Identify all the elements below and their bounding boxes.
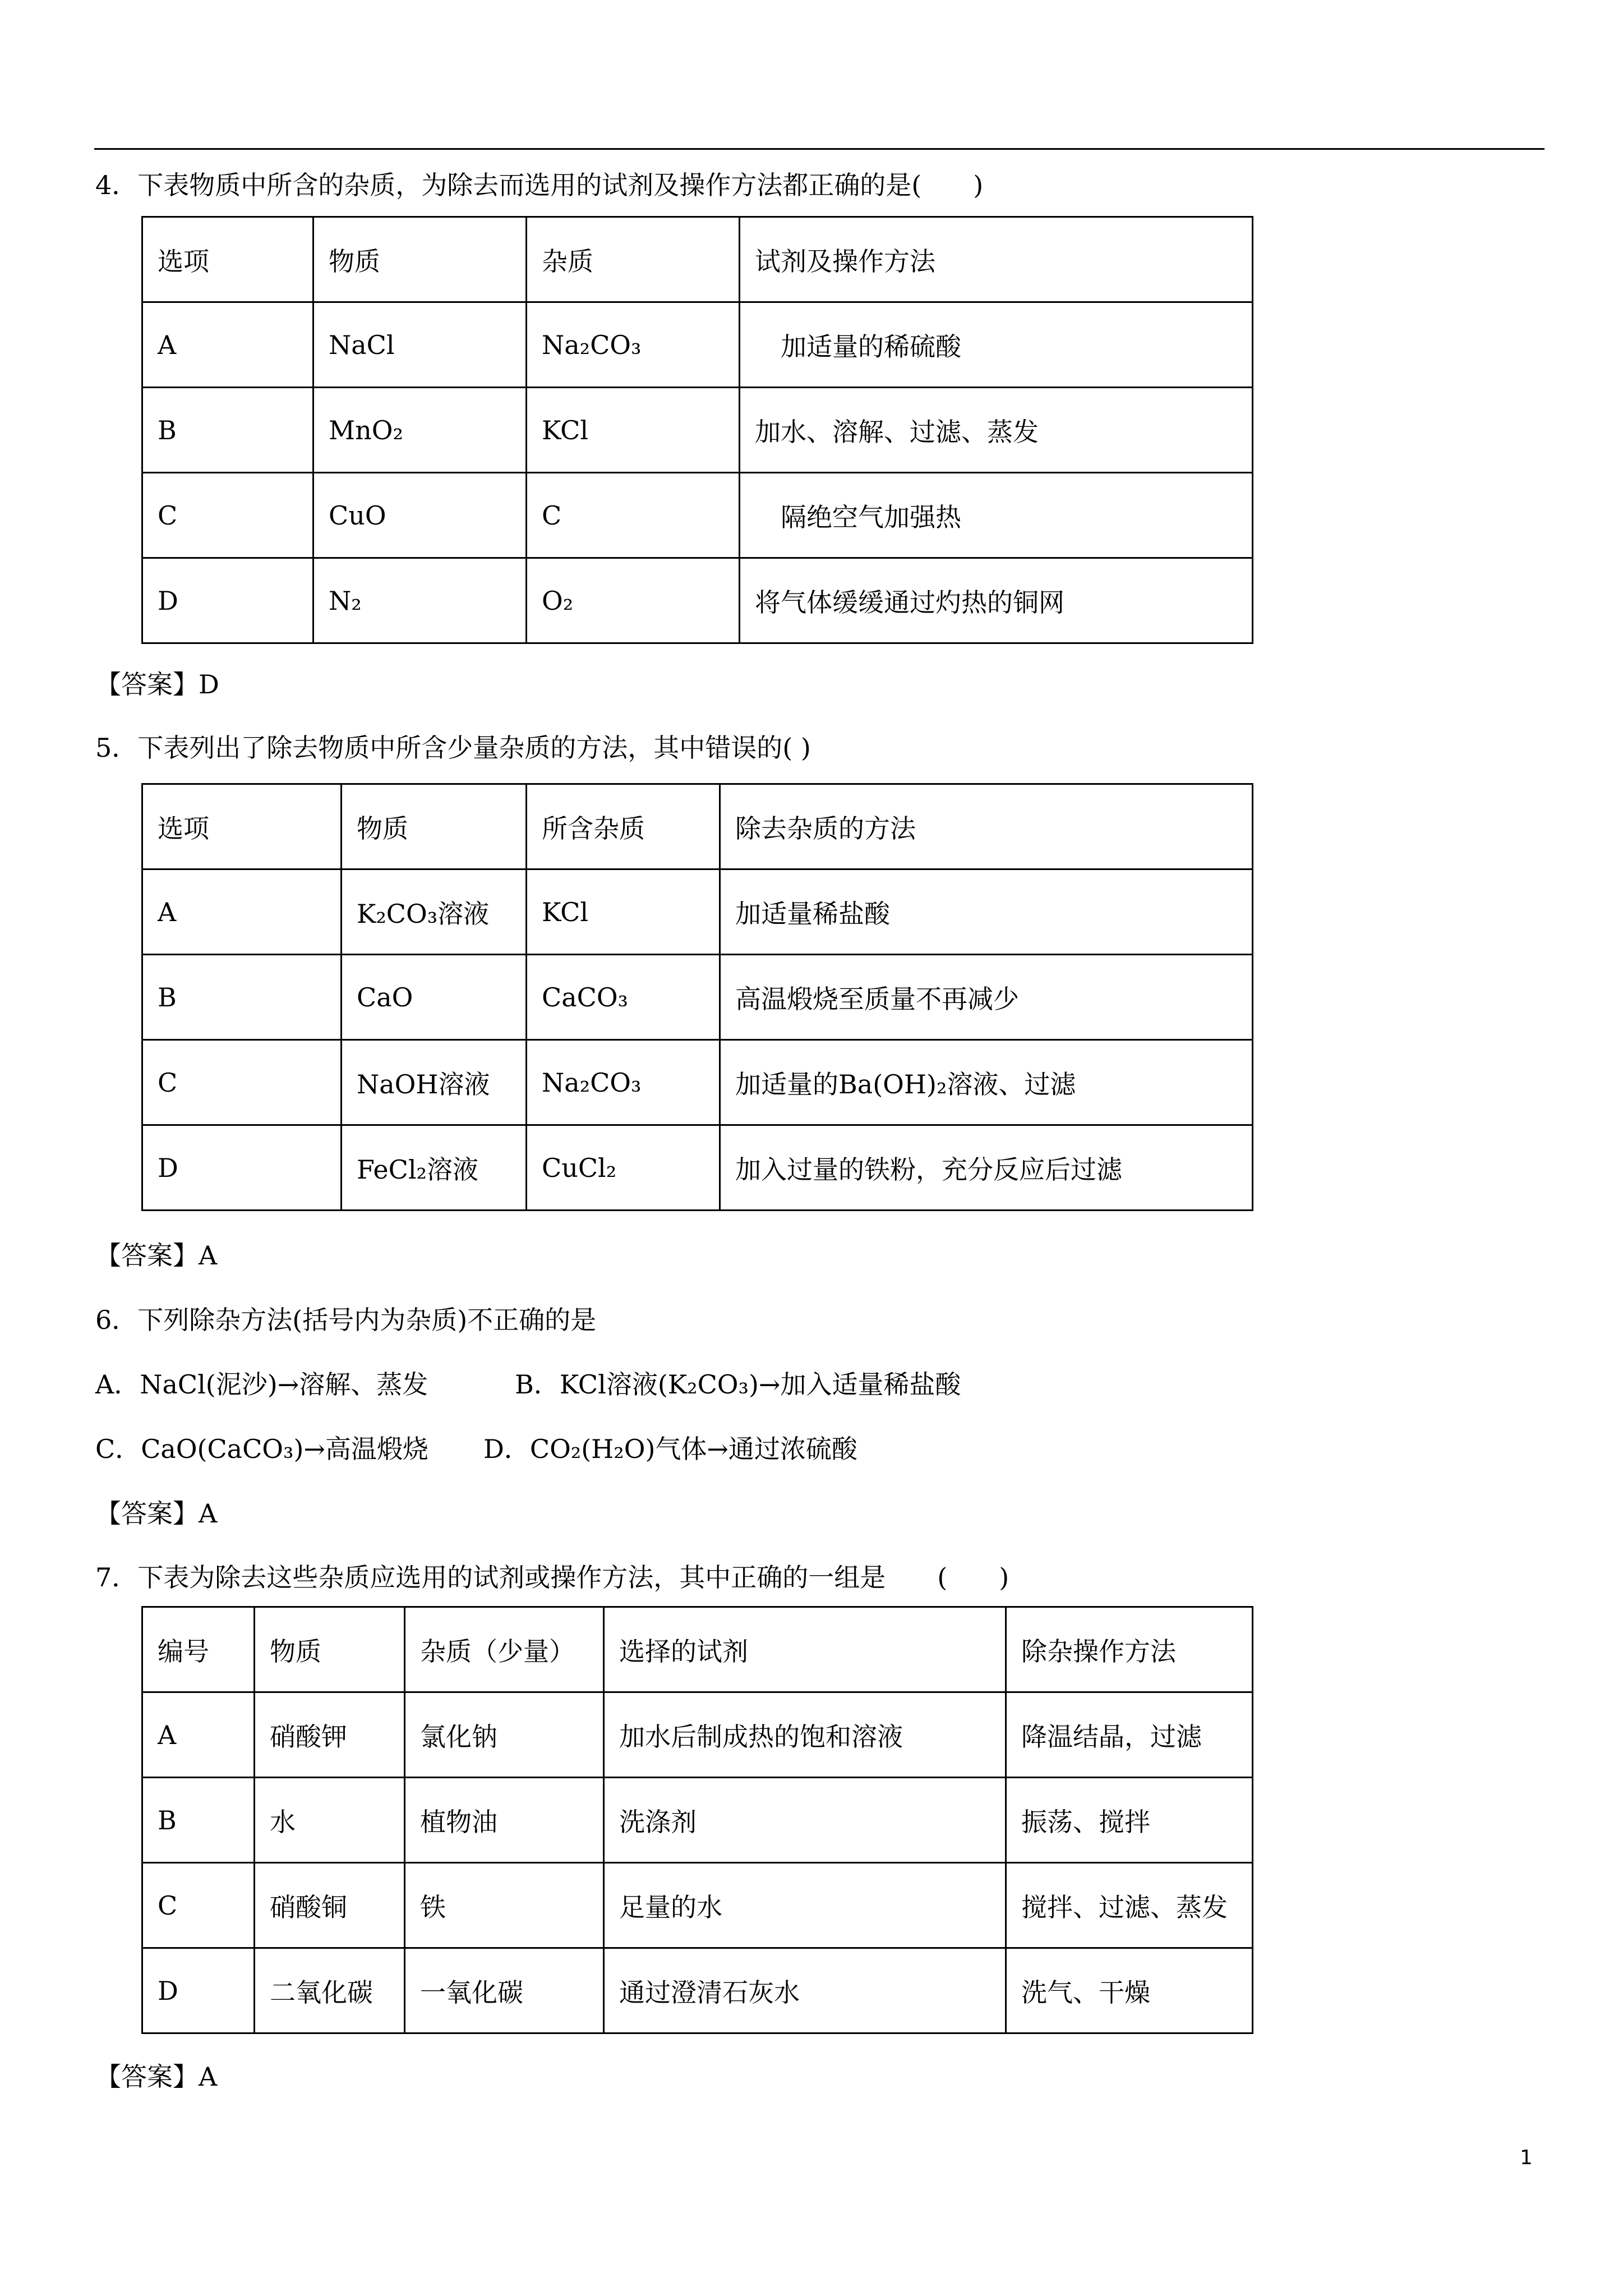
table-cell: 二氧化碳	[255, 1948, 405, 2033]
header-cell: 物质	[342, 784, 527, 869]
table-row	[142, 1948, 1253, 2033]
table-cell: 一氧化碳	[405, 1948, 604, 2033]
table-cell: 氯化钠	[405, 1692, 604, 1778]
table-cell: A	[142, 302, 313, 388]
table-row	[142, 955, 1253, 1040]
option-a: A．NaCl(泥沙)→溶解、蒸发	[95, 1369, 428, 1400]
table-cell: 植物油	[405, 1778, 604, 1863]
header-cell: 除杂操作方法	[1006, 1607, 1253, 1692]
header-cell: 选项	[142, 784, 342, 869]
header-cell: 所含杂质	[527, 784, 720, 869]
table-cell: K₂CO₃溶液	[342, 869, 527, 955]
page-number: 1	[1520, 2146, 1533, 2169]
table-row	[142, 1692, 1253, 1778]
table-cell: 隔绝空气加强热	[740, 473, 1253, 558]
table-cell: NaCl	[313, 302, 527, 388]
table-cell: 洗气、干燥	[1006, 1948, 1253, 2033]
header-cell: 编号	[142, 1607, 255, 1692]
header-cell: 杂质（少量）	[405, 1607, 604, 1692]
table-cell: 加适量稀盐酸	[720, 869, 1253, 955]
table-cell: B	[142, 955, 342, 1040]
table-cell: 加水后制成热的饱和溶液	[604, 1692, 1006, 1778]
table-cell: 通过澄清石灰水	[604, 1948, 1006, 2033]
table-cell: N₂	[313, 558, 527, 643]
table-cell: 铁	[405, 1863, 604, 1948]
header-cell: 杂质	[527, 217, 740, 302]
question-4-answer: 【答案】D	[95, 669, 219, 700]
table-header-row	[142, 217, 1253, 302]
table-cell: C	[142, 1040, 342, 1125]
table-cell: CaCO₃	[527, 955, 720, 1040]
header-cell: 选择的试剂	[604, 1607, 1006, 1692]
table-cell: B	[142, 388, 313, 473]
table-row	[142, 473, 1253, 558]
table-row	[142, 558, 1253, 643]
table-cell: C	[142, 473, 313, 558]
table-cell: MnO₂	[313, 388, 527, 473]
table-cell: 加水、溶解、过滤、蒸发	[740, 388, 1253, 473]
question-5-table	[141, 783, 1253, 1211]
table-cell: Na₂CO₃	[527, 1040, 720, 1125]
header-cell: 物质	[313, 217, 527, 302]
header-cell: 除去杂质的方法	[720, 784, 1253, 869]
question-6-answer: 【答案】A	[95, 1498, 218, 1529]
table-cell: D	[142, 1948, 255, 2033]
question-5-text: 5．下表列出了除去物质中所含少量杂质的方法，其中错误的( )	[95, 733, 811, 763]
header-rule	[94, 148, 1544, 150]
table-cell: 高温煅烧至质量不再减少	[720, 955, 1253, 1040]
table-cell: NaOH溶液	[342, 1040, 527, 1125]
table-cell: 水	[255, 1778, 405, 1863]
option-d: D．CO₂(H₂O)气体→通过浓硫酸	[483, 1434, 857, 1464]
table-cell: 加适量的Ba(OH)₂溶液、过滤	[720, 1040, 1253, 1125]
table-cell: A	[142, 1692, 255, 1778]
question-4-table	[141, 216, 1253, 644]
table-header-row	[142, 1607, 1253, 1692]
question-7-answer: 【答案】A	[95, 2062, 218, 2092]
table-row	[142, 1863, 1253, 1948]
table-cell: 硝酸钾	[255, 1692, 405, 1778]
table-cell: CuO	[313, 473, 527, 558]
header-cell: 试剂及操作方法	[740, 217, 1253, 302]
table-cell: 振荡、搅拌	[1006, 1778, 1253, 1863]
table-cell: 搅拌、过滤、蒸发	[1006, 1863, 1253, 1948]
table-row	[142, 302, 1253, 388]
table-cell: C	[142, 1863, 255, 1948]
option-c: C．CaO(CaCO₃)→高温煅烧	[95, 1434, 428, 1464]
table-cell: FeCl₂溶液	[342, 1125, 527, 1211]
table-cell: 将气体缓缓通过灼热的铜网	[740, 558, 1253, 643]
header-cell: 选项	[142, 217, 313, 302]
table-cell: B	[142, 1778, 255, 1863]
table-cell: O₂	[527, 558, 740, 643]
table-row	[142, 388, 1253, 473]
table-cell: 降温结晶，过滤	[1006, 1692, 1253, 1778]
question-4-text: 4．下表物质中所含的杂质，为除去而选用的试剂及操作方法都正确的是( )	[95, 170, 984, 200]
table-cell: 洗涤剂	[604, 1778, 1006, 1863]
question-5-answer: 【答案】A	[95, 1240, 218, 1271]
table-row	[142, 1125, 1253, 1211]
table-cell: A	[142, 869, 342, 955]
table-cell: 加入过量的铁粉，充分反应后过滤	[720, 1125, 1253, 1211]
question-7-text: 7．下表为除去这些杂质应选用的试剂或操作方法，其中正确的一组是 ( )	[95, 1562, 1009, 1593]
question-6-text: 6．下列除杂方法(括号内为杂质)不正确的是	[95, 1305, 597, 1335]
table-cell: 加适量的稀硫酸	[740, 302, 1253, 388]
table-cell: D	[142, 558, 313, 643]
table-cell: CaO	[342, 955, 527, 1040]
table-cell: KCl	[527, 388, 740, 473]
table-cell: C	[527, 473, 740, 558]
table-cell: 足量的水	[604, 1863, 1006, 1948]
table-cell: CuCl₂	[527, 1125, 720, 1211]
table-header-row	[142, 784, 1253, 869]
table-row	[142, 1040, 1253, 1125]
header-cell: 物质	[255, 1607, 405, 1692]
option-b: B．KCl溶液(K₂CO₃)→加入适量稀盐酸	[515, 1369, 961, 1400]
table-cell: D	[142, 1125, 342, 1211]
table-cell: Na₂CO₃	[527, 302, 740, 388]
table-cell: 硝酸铜	[255, 1863, 405, 1948]
table-row	[142, 1778, 1253, 1863]
table-row	[142, 869, 1253, 955]
table-cell: KCl	[527, 869, 720, 955]
question-7-table	[141, 1606, 1253, 2034]
